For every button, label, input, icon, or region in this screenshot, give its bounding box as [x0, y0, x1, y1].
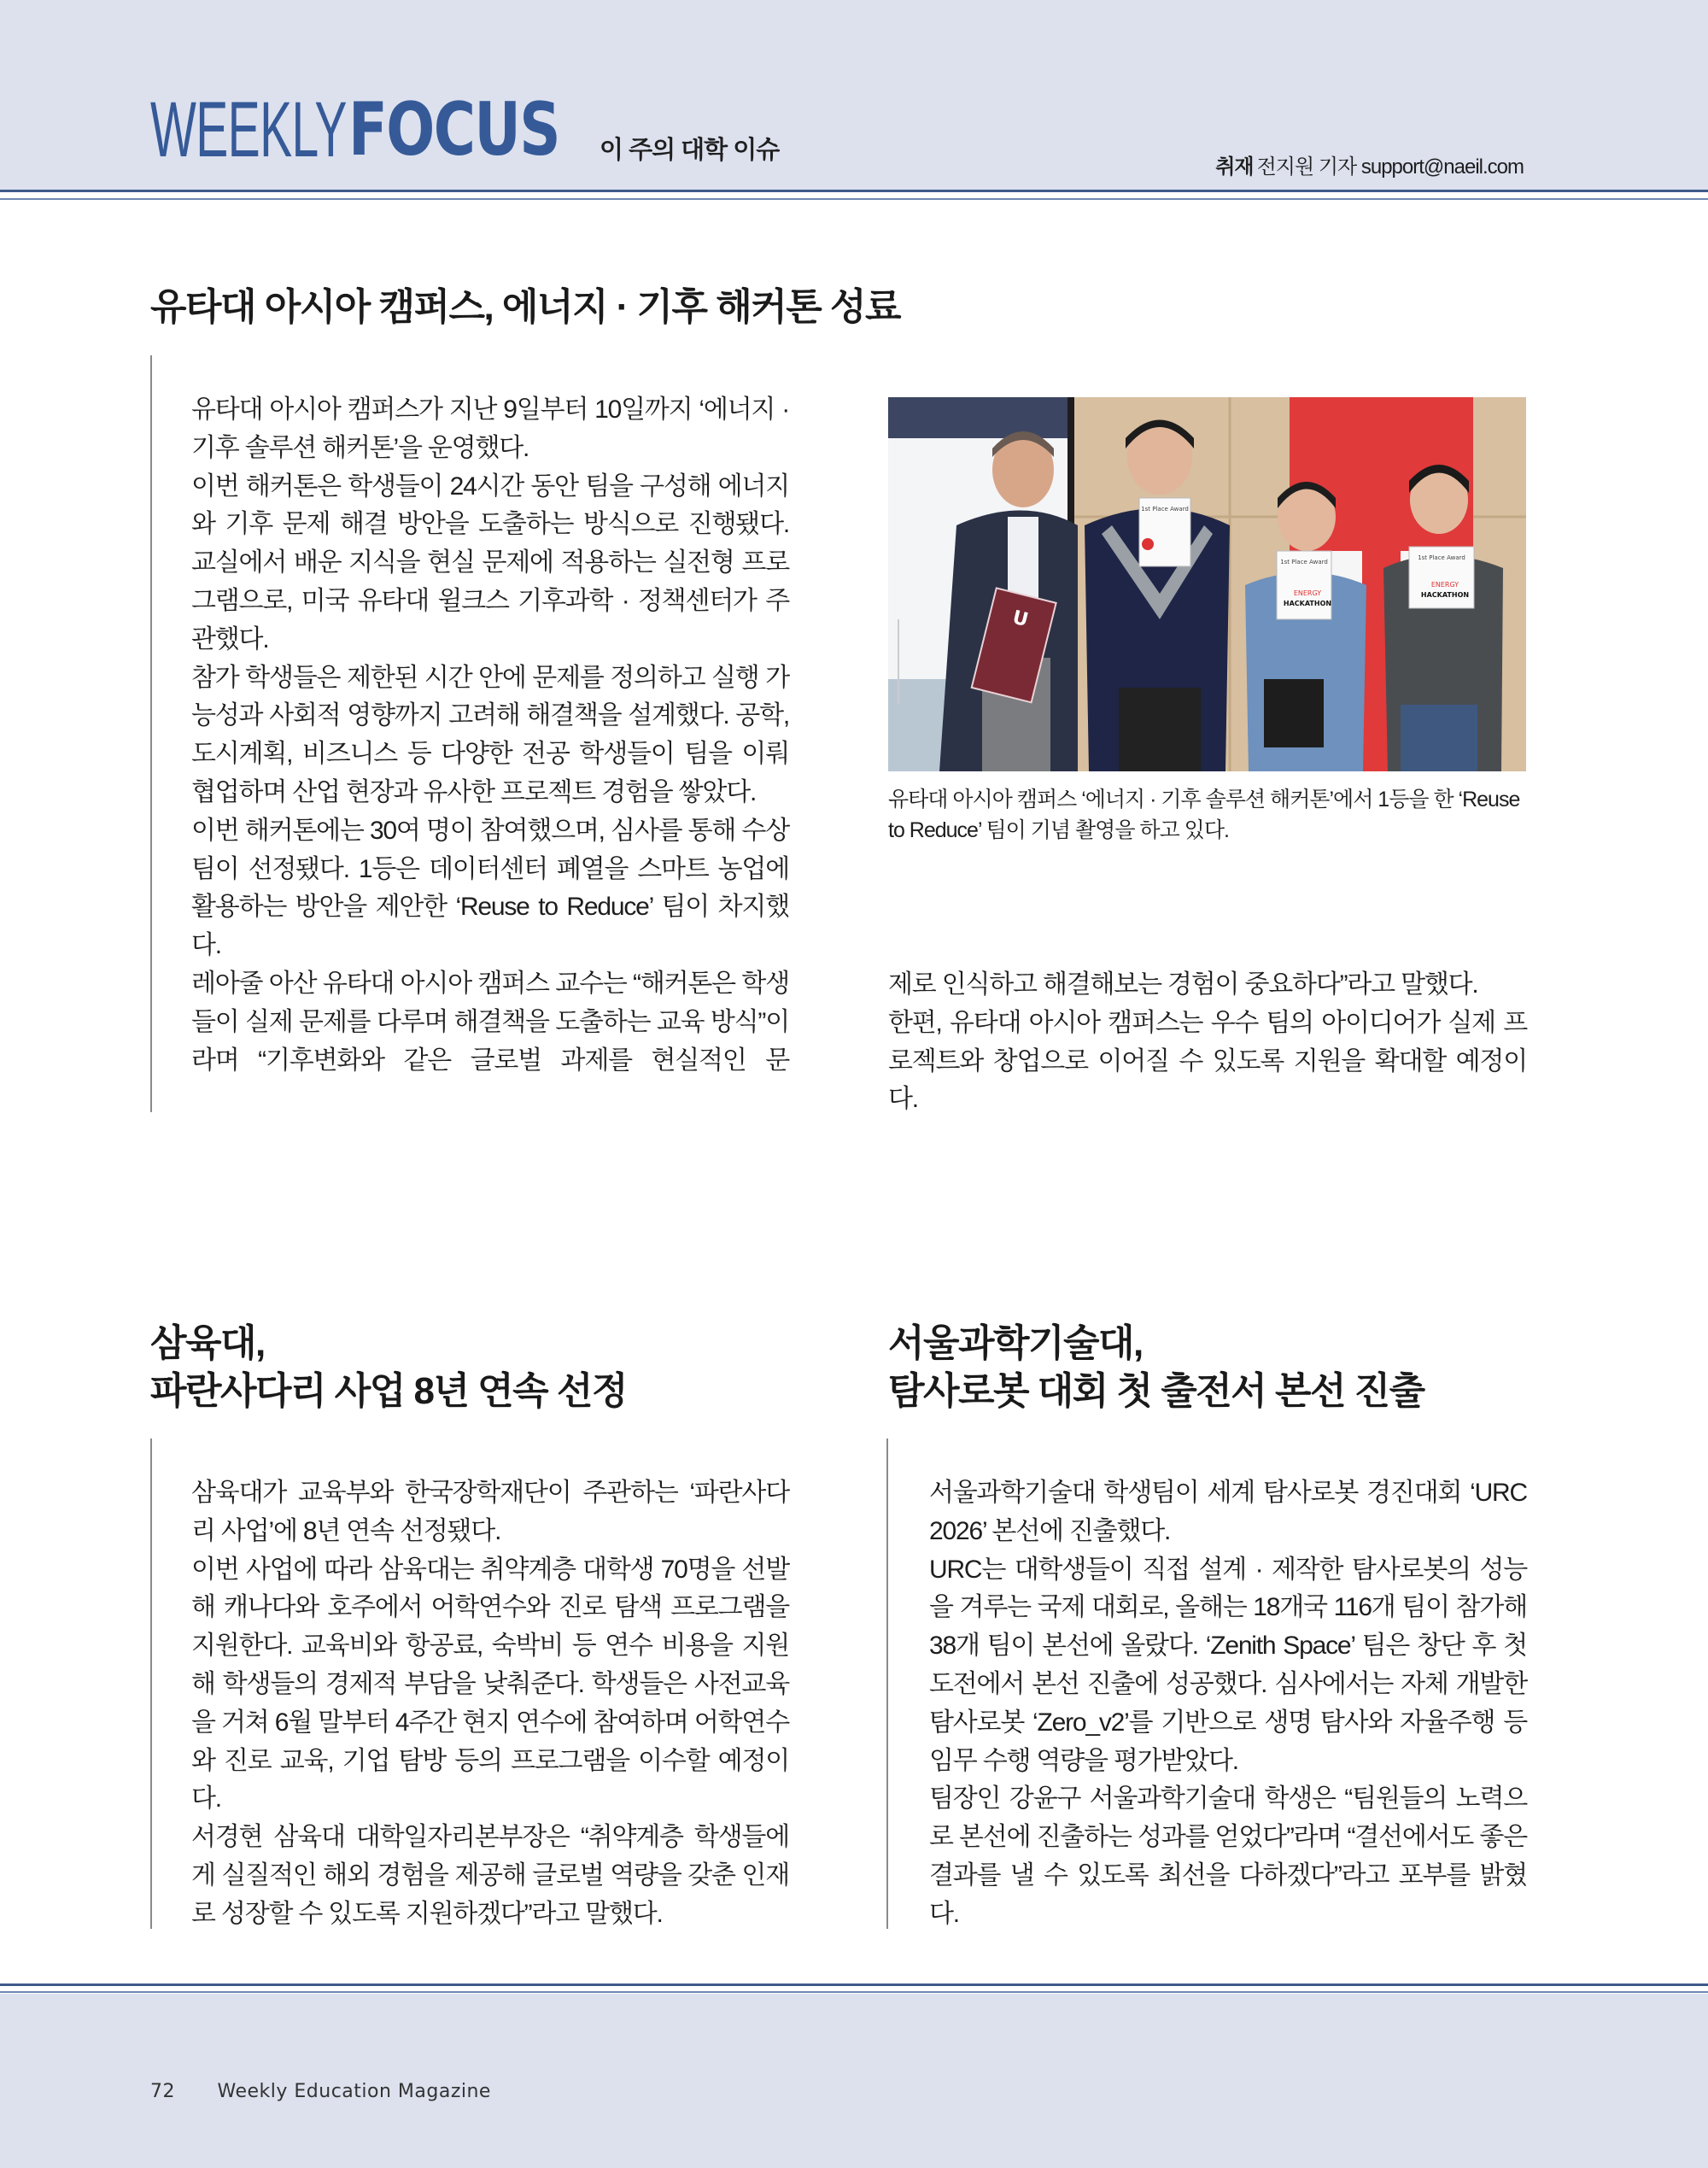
paragraph: URC는 대학생들이 직접 설계 · 제작한 탐사로봇의 성능을 겨루는 국제 대회로, 올해는 18개국 116개 팀이 참가해 38개 팀이 본선에 올랐다. ‘Zenith Space’ 팀은 창단 후 첫 도전에서 본선 진출에 성공했다. 심사에서는 자체 개발한 탐사로봇 ‘Zero_v2’를 기반으로 생명 탐사와 자율주행 등 임무 수행 역량을 평가받았다.	[929, 1555, 1527, 1775]
paragraph: 이번 사업에 따라 삼육대는 취약계층 대학생 70명을 선발해 캐나다와 호주에서 어학연수와 진로 탐색 프로그램을 지원한다. 교육비와 항공료, 숙박비 등 연수 비용을 지원해 학생들의 경제적 부담을 낮춰준다. 학생들은 사전교육을 거쳐 6월 말부터 4주간 현지 연수에 참여하며 어학연수와 진로 교육, 기업 탐방 등의 프로그램을 이수할 예정이다.	[191, 1555, 789, 1814]
svg-text:ENERGY: ENERGY	[1430, 581, 1459, 589]
section-label: 이 주의 대학 이슈	[600, 137, 780, 164]
magazine-name: Weekly Education Magazine	[217, 2081, 491, 2102]
article3-headline-line1: 서울과학기술대,	[888, 1322, 1143, 1364]
article2-headline-line2: 파란사다리 사업 8년 연속 선정	[150, 1370, 627, 1412]
article2-headline-line1: 삼육대,	[150, 1322, 265, 1364]
paragraph: 유타대 아시아 캠퍼스가 지난 9일부터 10일까지 ‘에너지 · 기후 솔루션 해커톤’을 운영했다.	[191, 396, 789, 462]
logo-weekly: WEEKLY	[150, 86, 347, 173]
article2-body	[191, 1474, 789, 1934]
photo-caption: 유타대 아시아 캠퍼스 ‘에너지 · 기후 솔루션 해커톤’에서 1등을 한 ‘Reuse to Reduce’ 팀이 기념 촬영을 하고 있다.	[888, 788, 1520, 842]
paragraph: 팀장인 강윤구 서울과학기술대 학생은 “팀원들의 노력으로 본선에 진출하는 성과를 얻었다”라며 “결선에서도 좋은 결과를 낼 수 있도록 최선을 다하겠다”라고 포부를 밝혔다.	[929, 1784, 1527, 1928]
svg-text:HACKATHON: HACKATHON	[1420, 591, 1470, 599]
page-footer	[150, 2081, 491, 2102]
award-photo	[888, 397, 1526, 771]
logo-focus: FOCUS	[348, 87, 560, 173]
paragraph: 제로 인식하고 해결해보는 경험이 중요하다”라고 말했다.	[888, 970, 1478, 999]
page-number: 72	[150, 2081, 175, 2102]
paragraph: 한편, 유타대 아시아 캠퍼스는 우수 팀의 아이디어가 실제 프로젝트와 창업으로 이어질 수 있도록 지원을 확대할 예정이다.	[888, 1008, 1527, 1114]
article3-vertical-rule	[886, 1438, 888, 1929]
svg-text:1st Place Award: 1st Place Award	[1418, 554, 1465, 561]
article1-headline: 유타대 아시아 캠퍼스, 에너지 · 기후 해커톤 성료	[150, 286, 901, 328]
paragraph: 이번 해커톤에는 30여 명이 참여했으며, 심사를 통해 수상 팀이 선정됐다. 1등은 데이터센터 폐열을 스마트 농업에 활용하는 방안을 제안한 ‘Reuse to Reduce’ 팀이 차지했다.	[191, 816, 789, 960]
paragraph: 참가 학생들은 제한된 시간 안에 문제를 정의하고 실행 가능성과 사회적 영향까지 고려해 해결책을 설계했다. 공학, 도시계획, 비즈니스 등 다양한 전공 학생들이 팀을 이뤄 협업하며 산업 현장과 유사한 프로젝트 경험을 쌓았다.	[191, 663, 789, 806]
svg-text:1st Place Award: 1st Place Award	[1280, 559, 1328, 565]
paragraph: 이번 해커톤은 학생들이 24시간 동안 팀을 구성해 에너지와 기후 문제 해결 방안을 도출하는 방식으로 진행됐다. 교실에서 배운 지식을 현실 문제에 적용하는 실전형 프로그램으로, 미국 유타대 윌크스 기후과학 · 정책센터가 주관했다.	[191, 472, 789, 653]
byline-text: 전지원 기자 support@naeil.com	[1256, 155, 1524, 179]
paragraph: 서울과학기술대 학생팀이 세계 탐사로봇 경진대회 ‘URC 2026’ 본선에 진출했다.	[929, 1479, 1527, 1545]
header-rule-top	[0, 190, 1708, 192]
byline-label: 취재	[1215, 155, 1254, 179]
svg-text:1st Place Award: 1st Place Award	[1141, 506, 1189, 513]
article1-body-left	[191, 391, 789, 1080]
svg-text:U: U	[1010, 606, 1031, 632]
svg-text:HACKATHON: HACKATHON	[1283, 600, 1332, 607]
byline	[1215, 149, 1524, 179]
paragraph: 삼육대가 교육부와 한국장학재단이 주관하는 ‘파란사다리 사업’에 8년 연속 선정됐다.	[191, 1479, 789, 1545]
header-rule-bottom	[0, 198, 1708, 200]
article3-headline-line2: 탐사로봇 대회 첫 출전서 본선 진출	[888, 1370, 1424, 1412]
article2-vertical-rule	[150, 1438, 152, 1929]
article1-body-right	[888, 966, 1527, 1119]
footer-rule-top	[0, 1983, 1708, 1986]
section-logo	[150, 84, 780, 173]
article2-headline	[150, 1320, 627, 1415]
paragraph: 레아줄 아산 유타대 아시아 캠퍼스 교수는 “해커톤은 학생들이 실제 문제를 다루며 해결책을 도출하는 교육 방식”이라며 “기후변화와 같은 글로벌 과제를 현실적인 문	[191, 969, 789, 1075]
article3-body	[929, 1474, 1527, 1934]
paragraph: 서경현 삼육대 대학일자리본부장은 “취약계층 학생들에게 실질적인 해외 경험을 제공해 글로벌 역량을 갖춘 인재로 성장할 수 있도록 지원하겠다”라고 말했다.	[191, 1823, 789, 1928]
svg-text:ENERGY: ENERGY	[1293, 589, 1322, 597]
article1-vertical-rule	[150, 355, 152, 1112]
footer-rule-bottom	[0, 1991, 1708, 1993]
article3-headline	[888, 1320, 1424, 1415]
